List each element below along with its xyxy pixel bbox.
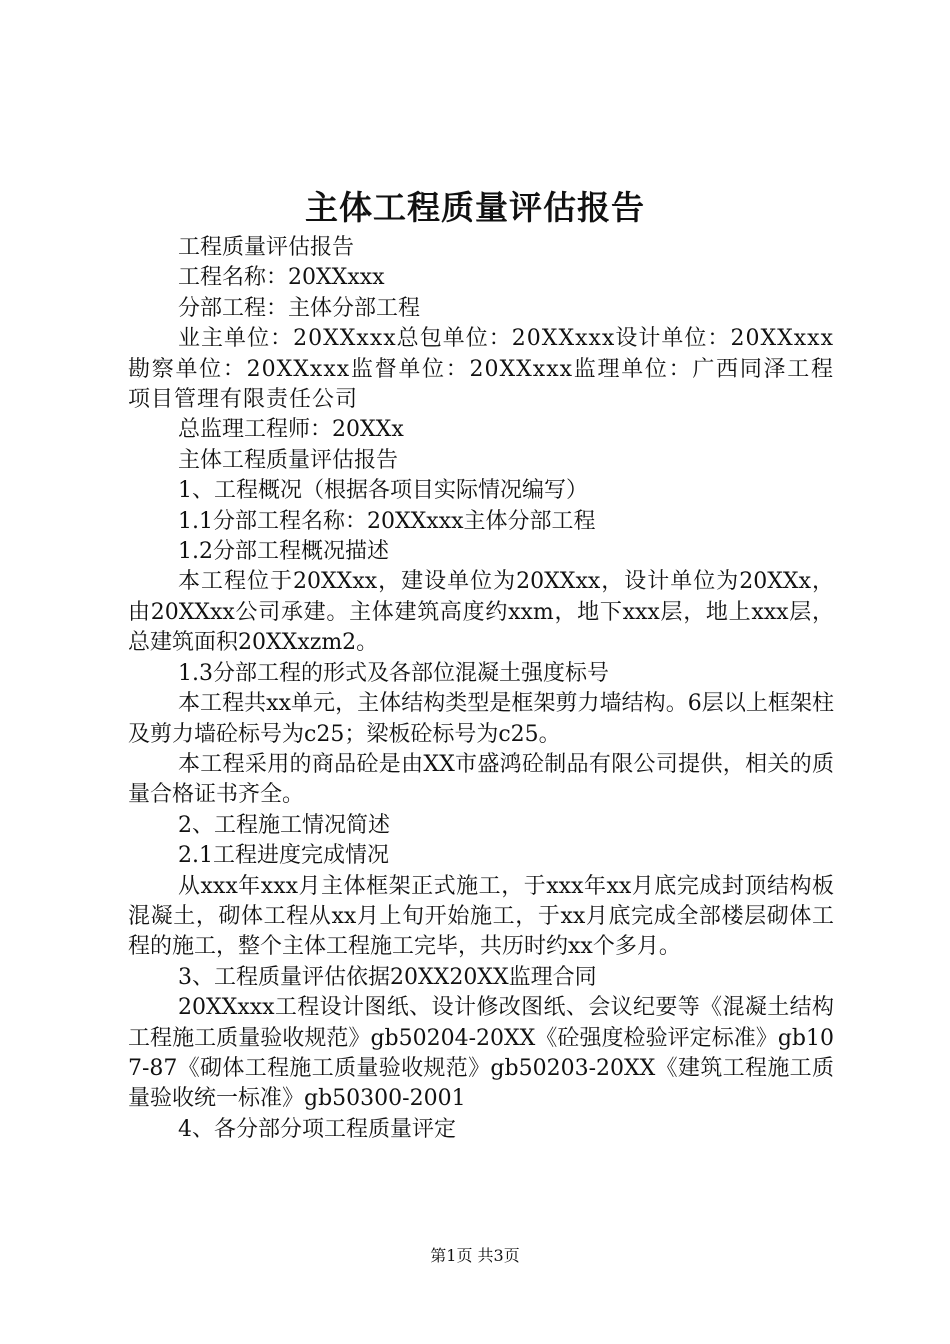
paragraph-standards: 20XXxxx工程设计图纸、设计修改图纸、会议纪要等《混凝土结构工程施工质量验收规范》gb50204-20XX《砼强度检验评定标准》gb107-87《砌体工程施工质量验收规范》gb50203-20XX《建筑工程施工质量验收统一标准》gb50300-2001 <box>128 995 834 1112</box>
paragraph-project-name: 工程名称：20XXxxx <box>178 265 385 291</box>
section-heading-basis: 3、工程质量评估依据20XX20XX监理合同 <box>178 964 597 990</box>
section-heading-evaluation: 4、各分部分项工程质量评定 <box>178 1116 456 1142</box>
section-heading-1-3: 1.3分部工程的形式及各部位混凝土强度标号 <box>178 660 609 686</box>
paragraph-progress: 从xxx年xxx月主体框架正式施工，于xxx年xx月底完成封顶结构板混凝土，砌体工程从xx月上旬开始施工，于xx月底完成全部楼层砌体工程的施工，整个主体工程施工完毕，共历时约xx个多月。 <box>128 873 834 960</box>
page-title: 主体工程质量评估报告 <box>305 188 645 227</box>
document-body <box>128 233 834 1145</box>
paragraph-sub-project: 分部工程：主体分部工程 <box>178 295 421 321</box>
page-footer: 第1页 共3页 <box>430 1246 520 1265</box>
paragraph-report-heading: 工程质量评估报告 <box>178 235 355 260</box>
section-heading-2-1: 2.1工程进度完成情况 <box>178 843 389 869</box>
paragraph-structure-type: 本工程共xx单元，主体结构类型是框架剪力墙结构。6层以上框架柱及剪力墙砼标号为c25；梁板砼标号为c25。 <box>128 691 834 747</box>
paragraph-report-subtitle: 主体工程质量评估报告 <box>178 447 399 473</box>
paragraph-units: 业主单位：20XXxxx总包单位：20XXxxx设计单位：20XXxxx勘察单位：20XXxxx监督单位：20XXxxx监理单位：广西同泽工程项目管理有限责任公司 <box>128 326 834 413</box>
section-heading-1-1: 1.1分部工程名称：20XXxxx主体分部工程 <box>178 508 596 534</box>
section-heading-overview: 1、工程概况（根据各项目实际情况编写） <box>178 478 588 504</box>
paragraph-chief-engineer: 总监理工程师：20XXx <box>178 417 404 443</box>
section-heading-construction: 2、工程施工情况简述 <box>178 812 390 838</box>
section-heading-1-2: 1.2分部工程概况描述 <box>178 539 389 565</box>
paragraph-concrete-supplier: 本工程采用的商品砼是由XX市盛鸿砼制品有限公司提供，相关的质量合格证书齐全。 <box>128 751 834 808</box>
paragraph-overview-description: 本工程位于20XXxx，建设单位为20XXxx，设计单位为20XXx，由20XXxx公司承建。主体建筑高度约xxm，地下xxx层，地上xxx层，总建筑面积20XXxzm2。 <box>128 569 834 656</box>
